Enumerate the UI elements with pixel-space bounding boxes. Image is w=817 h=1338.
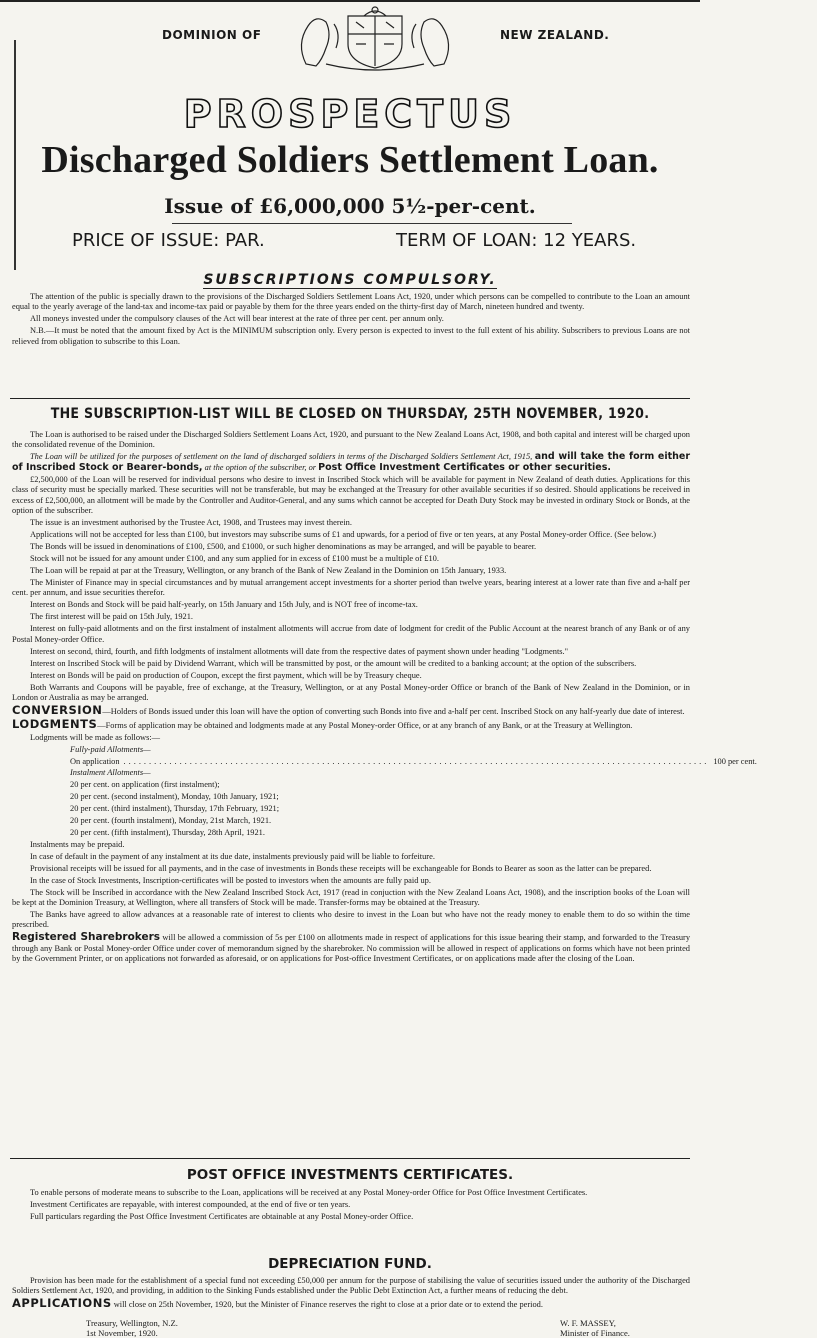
post-office-para: Investment Certificates are repayable, with interest compounded, at the end of five or ten years. — [30, 1200, 351, 1209]
conversion-text: —Holders of Bonds issued under this loan will have the option of converting such Bonds into five and a-half per cent. Inscribed Stock on any half-yearly due date of interest. — [102, 707, 685, 717]
terms-para: £2,500,000 of the Loan will be reserved for individual persons who desire to invest in Inscribed Stock which will be available for payment in New Zealand of death duties. Applications for this class of security must be specially marked. These securities will not be transferable, but may be exchanged at the Treasury for other available securities if so desired. Should applications be received in excess of £2,500,000, an allotment will be made by the Controller and Auditor-General, and any sums which cannot be accepted for Death Duty Stock may be invested in ordinary Stock or Bonds, at the option of the subscriber. — [12, 474, 690, 516]
lodgments-para — [12, 719, 690, 731]
conversion-label: CONVERSION — [12, 703, 103, 718]
lodgments-label: LODGMENTS — [12, 717, 98, 732]
after-para: Provisional receipts will be issued for all payments, and in the case of investments in Bonds these receipts will be exchangeable for Bonds to Bearer as soon as the latter can be prepared. — [30, 863, 652, 873]
terms-para: Both Warrants and Coupons will be payable, free of exchange, at the Treasury, Wellington, or at any Postal Money-order Office or branch of the Bank of New Zealand in the Dominion, or in London or Australia as may be arranged. — [12, 682, 690, 703]
fully-paid-heading-text: Fully-paid Allotments— — [70, 745, 151, 755]
on-application-amount: 100 per cent. — [713, 757, 757, 767]
subscriptions-compulsory-text: SUBSCRIPTIONS COMPULSORY. — [203, 272, 497, 288]
divider-upper — [10, 398, 690, 399]
on-application-label: On application — [70, 757, 120, 767]
lodgments-text: —Forms of application may be obtained and lodgments made at any Postal Money-order Office, or at any branch of any Bank, or at the Treasury at Wellington. — [97, 721, 633, 731]
terms-para: Stock will not be issued for any amount under £100, and any sum applied for in excess of £100 must be a multiple of £10. — [30, 554, 439, 564]
signatory: W. F. MASSEY, — [560, 1318, 616, 1328]
prospectus-title: PROSPECTUS — [183, 92, 517, 136]
terms-para: Interest on second, third, fourth, and fifth lodgments of instalment allotments will date from the respective dates of payment shown under heading "Lodgments." — [30, 646, 569, 656]
applications-label: APPLICATIONS — [12, 1296, 112, 1311]
terms-para: The Loan will be repaid at par at the Treasury, Wellington, or any branch of the Bank of New Zealand in the Dominion on 15th January, 1933. — [30, 566, 507, 576]
purpose-bold-2: Post Office Investment Certificates or other securities. — [318, 461, 611, 473]
terms-para: The first interest will be paid on 15th July, 1921. — [30, 612, 193, 622]
instalment-item: 20 per cent. (fifth instalment), Thursday, 28th April, 1921. — [70, 827, 265, 837]
after-para: The Banks have agreed to allow advances at a reasonable rate of interest to clients who desire to invest in the Loan but who have not the ready money to enable them to do so within the time prescribed. — [12, 910, 690, 930]
applications-text: will close on 25th November, 1920, but the Minister of Finance reserves the right to close at a prior date or to extend the period. — [113, 1300, 543, 1310]
post-office-para: Full particulars regarding the Post Office Investment Certificates are obtainable at any Postal Money-order Office. — [30, 1212, 414, 1221]
after-para: In the case of Stock Investments, Inscription-certificates will be posted to investors when the amounts are fully paid up. — [30, 875, 431, 885]
depreciation-para: Provision has been made for the establishment of a special fund not exceeding £50,000 per annum for the purpose of stabilising the value of securities issued under the authority of the Discharged Soldiers Settlement Act, 1920, and providing, in addition to the Sinking Funds established under the Public Debt Extinction Act, a further means of reducing the debt. — [12, 1276, 690, 1296]
fully-paid-heading — [12, 745, 690, 755]
signature-block — [560, 1318, 630, 1338]
after-para: Instalments may be prepaid. — [30, 839, 125, 849]
sharebrokers-para — [12, 932, 690, 964]
coat-of-arms-icon — [286, 4, 464, 72]
top-border — [0, 0, 700, 2]
terms-para: Interest on Bonds will be paid on production of Coupon, except the first payment, which will be by Treasury cheque. — [30, 670, 422, 680]
purpose-italic-2: at the option of the subscriber, or — [204, 462, 317, 472]
place: Treasury, Wellington, N.Z. — [86, 1318, 178, 1328]
purpose-bold: and will take the form either of Inscribed Stock or Bearer-bonds, — [12, 451, 691, 473]
compulsory-section — [12, 292, 690, 349]
price-of-issue: PRICE OF ISSUE: PAR. — [72, 230, 265, 251]
closing-heading: THE SUBSCRIPTION-LIST WILL BE CLOSED ON THURSDAY, 25TH NOVEMBER, 1920. — [50, 406, 650, 422]
terms-para: The Bonds will be issued in denominations of £100, £500, and £1000, or such higher denominations as may be arranged, and will be payable to bearer. — [30, 542, 537, 552]
terms-para: Interest on Bonds and Stock will be paid half-yearly, on 15th January and 15th July, and is NOT free of income-tax. — [30, 600, 418, 610]
dot-leader: ................................................................................................................... — [123, 757, 710, 767]
date: 1st November, 1920. — [86, 1328, 158, 1338]
instalment-heading-text: Instalment Allotments— — [70, 767, 151, 777]
terms-para: The Minister of Finance may in special circumstances and by mutual arrangement accept investments for a shorter period than twelve years, bearing interest at a lower rate than five and a-half per cent. per annum, and issue securities therefor. — [12, 578, 690, 598]
sharebrokers-text: will be allowed a commission of 5s per £100 on allotments made in respect of applications for this issue bearing their stamp, and forwarded to the Treasury through any Bank or Postal Money-order Office under cover of memorandum signed by the sharebroker. No commission will be allowed in respect of applications on forms which have not been printed by the Government Printer, or on applications not forwarded as aforesaid, or on applications for Post-office Investment Certificates, or on applications made after the closing of the Loan. — [12, 933, 691, 964]
sharebrokers-label: Registered Sharebrokers — [12, 931, 161, 944]
on-application-line — [12, 757, 757, 767]
conversion-para — [12, 705, 690, 717]
divider-lower — [10, 1158, 690, 1159]
after-para: In case of default in the payment of any instalment at its due date, instalments previously paid will be liable to forfeiture. — [30, 851, 435, 861]
instalment-heading — [12, 768, 690, 778]
issue-line: Issue of £6,000,000 5½-per-cent. — [164, 194, 536, 218]
header-dominion-of: DOMINION OF — [162, 28, 262, 42]
instalment-item: 20 per cent. on application (first instalment); — [70, 779, 220, 789]
after-para: The Stock will be Inscribed in accordance with the New Zealand Inscribed Stock Act, 1917 (read in conjuction with the New Zealand Loans Act, 1908), and the inscription books of the Loan will be kept at the Dominion Treasury, at Wellington, where all transfers of Stock will be made. Transfer-forms may be obtained at the Treasury. — [12, 887, 690, 908]
purpose-italic: The Loan will be utilized for the purposes of settlement on the land of discharged soldiers in terms of the Discharged Soldiers Settlement Act, 1915, — [30, 452, 533, 462]
term-of-loan: TERM OF LOAN: 12 YEARS. — [396, 230, 637, 251]
instalment-item: 20 per cent. (second instalment), Monday, 10th January, 1921; — [70, 791, 279, 801]
applications-para — [12, 1298, 690, 1310]
compulsory-para-3: N.B.—It must be noted that the amount fixed by Act is the MINIMUM subscription only. Every person is expected to invest to the full extent of his ability. Subscribers to previous Loans are not relieved from obligation to subscribe to this Loan. — [12, 326, 690, 346]
terms-para: Interest on Inscribed Stock will be paid by Dividend Warrant, which will be transmitted by post, or the amount will be credited to a banking account; at the option of the subscribers. — [30, 658, 637, 668]
depreciation-section — [12, 1276, 690, 1312]
loan-title: Discharged Soldiers Settlement Loan. — [41, 139, 659, 181]
post-office-para: To enable persons of moderate means to subscribe to the Loan, applications will be received at any Postal Money-order Office for Post Office Investment Certificates. — [30, 1188, 588, 1197]
loan-terms-section — [12, 430, 757, 966]
header-new-zealand: NEW ZEALAND. — [500, 28, 610, 42]
depreciation-heading: DEPRECIATION FUND. — [268, 1256, 432, 1272]
purpose-para — [12, 452, 690, 473]
compulsory-para-1: The attention of the public is specially drawn to the provisions of the Discharged Soldiers Settlement Loans Act, 1920, under which persons can be compelled to contribute to the Loan an amount equal to the yearly average of the land-tax and income-tax paid or payable by them for the three years ended on the thirty-first day of March, nineteen hundred and twenty. — [12, 292, 690, 312]
terms-para: The issue is an investment authorised by the Trustee Act, 1908, and Trustees may invest therein. — [30, 518, 352, 528]
signatory-office: Minister of Finance. — [560, 1328, 630, 1338]
authority-para: The Loan is authorised to be raised under the Discharged Soldiers Settlement Loans Act, 1920, and pursuant to the New Zealand Loans Act, 1908, and both capital and interest will be charged upon the consolidated revenue of the Dominion. — [12, 430, 690, 450]
lodgments-intro: Lodgments will be made as follows:— — [30, 733, 161, 743]
subscriptions-compulsory-heading — [0, 272, 700, 288]
issue-underline — [172, 223, 572, 224]
terms-para: Applications will not be accepted for less than £100, but investors may subscribe sums of £1 and upwards, for a period of five or ten years, at any Postal Money-order Office. (See below.) — [30, 530, 657, 540]
terms-para: Interest on fully-paid allotments and on the first instalment of instalment allotments will accrue from date of lodgment for credit of the Public Account at the nearest branch of any Bank or of any Postal Money-order Office. — [12, 624, 690, 644]
instalment-item: 20 per cent. (third instalment), Thursday, 17th February, 1921; — [70, 803, 280, 813]
instalment-item: 20 per cent. (fourth instalment), Monday, 21st March, 1921. — [70, 815, 272, 825]
post-office-section — [12, 1188, 690, 1224]
place-and-date — [86, 1318, 178, 1338]
post-office-heading: POST OFFICE INVESTMENTS CERTIFICATES. — [186, 1167, 514, 1183]
compulsory-para-2: All moneys invested under the compulsory clauses of the Act will bear interest at the rate of three per cent. per annum only. — [30, 314, 444, 324]
